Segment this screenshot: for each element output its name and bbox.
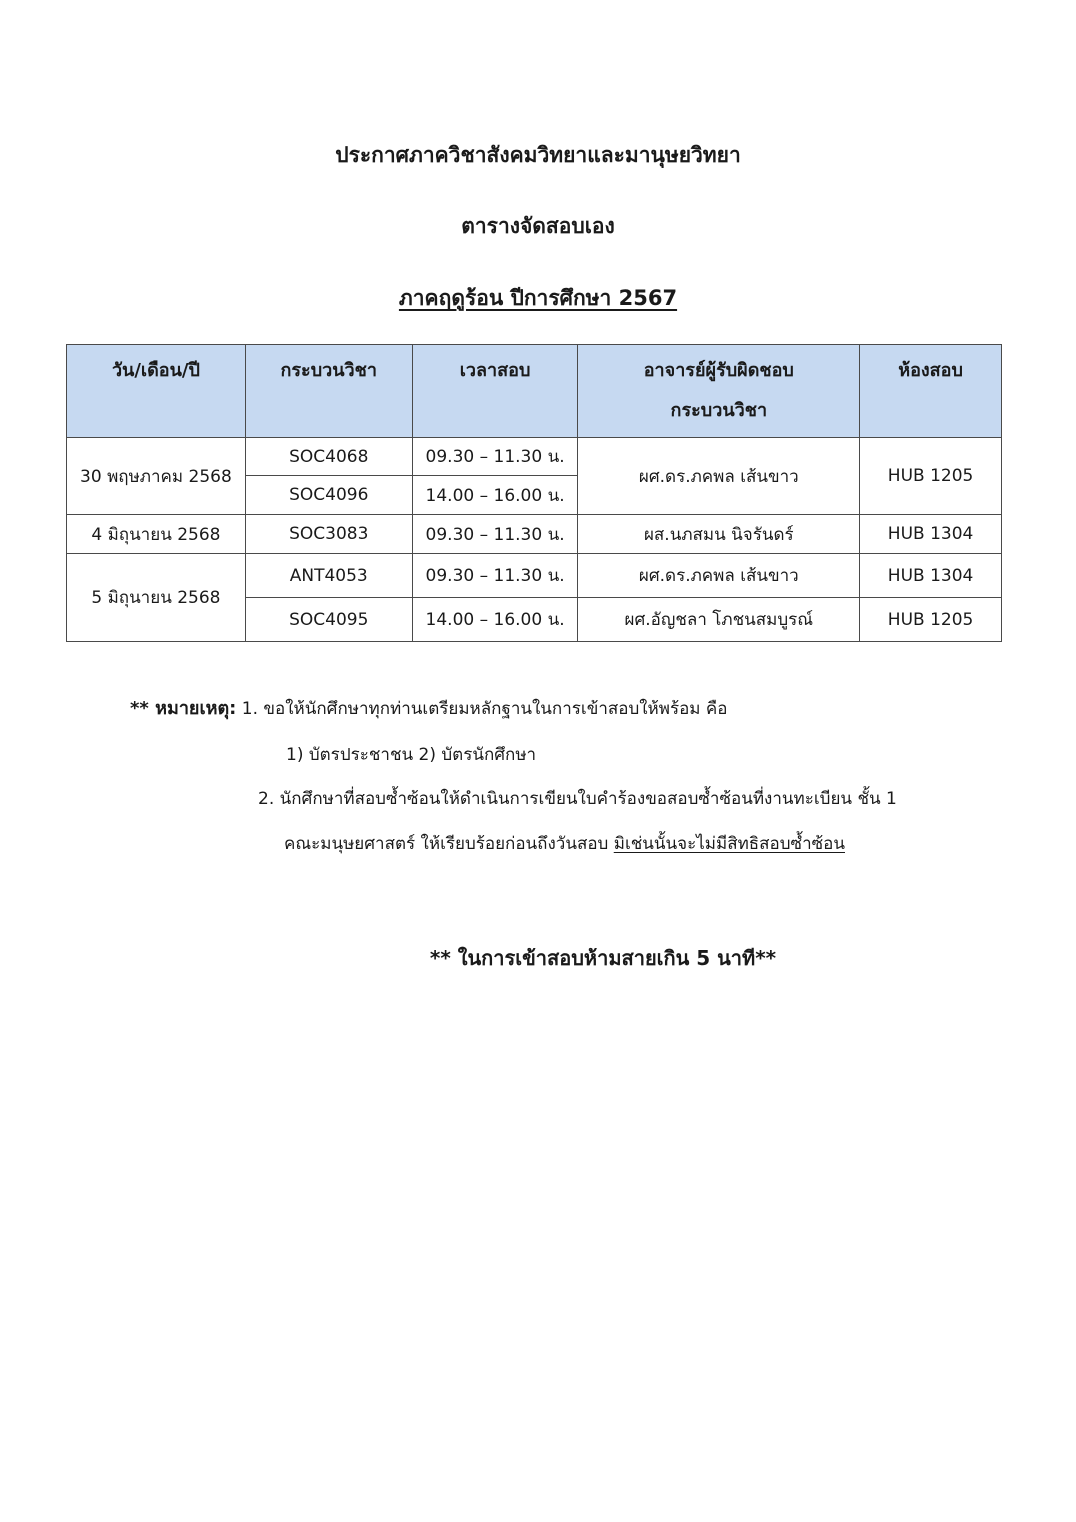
instructor-name: ผส.นภสมน นิจรันดร์ [578, 515, 860, 554]
col-header-instructor-line1: อาจารย์ผู้รับผิดชอบ [643, 360, 794, 381]
exam-schedule-table [66, 344, 1002, 642]
exam-room: HUB 1304 [860, 515, 1002, 554]
table-row [67, 554, 1002, 598]
exam-date: 4 มิถุนายน 2568 [67, 515, 246, 554]
note-label: ** หมายเหตุ: [130, 698, 237, 719]
exam-date: 30 พฤษภาคม 2568 [67, 438, 246, 515]
instructor-name: ผศ.อัญชลา โภชนสมบูรณ์ [578, 598, 860, 642]
table-row [67, 438, 1002, 476]
exam-time: 14.00 – 16.00 น. [412, 598, 578, 642]
col-header-date: วัน/เดือน/ปี [67, 345, 246, 438]
exam-time: 14.00 – 16.00 น. [412, 476, 578, 515]
col-header-instructor [578, 345, 860, 438]
col-header-room: ห้องสอบ [860, 345, 1002, 438]
exam-date: 5 มิถุนายน 2568 [67, 554, 246, 642]
instructor-name: ผศ.ดร.ภคพล เส้นขาว [578, 554, 860, 598]
note-item-2-cont [284, 832, 845, 856]
course-code: SOC4068 [245, 438, 412, 476]
exam-room: HUB 1205 [860, 438, 1002, 515]
col-header-time: เวลาสอบ [412, 345, 578, 438]
course-code: SOC4095 [245, 598, 412, 642]
exam-time: 09.30 – 11.30 น. [412, 438, 578, 476]
note-line-1 [130, 697, 727, 721]
col-header-course: กระบวนวิชา [245, 345, 412, 438]
note-item-2: 2. นักศึกษาที่สอบซ้ำซ้อนให้ดำเนินการเขียนใบคำร้องขอสอบซ้ำซ้อนที่งานทะเบียน ชั้น 1 [258, 789, 897, 809]
course-code: SOC3083 [245, 515, 412, 554]
semester-title: ภาคฤดูร้อน ปีการศึกษา 2567 [398, 286, 678, 310]
exam-time: 09.30 – 11.30 น. [412, 554, 578, 598]
note-warning: มิเช่นนั้นจะไม่มีสิทธิสอบซ้ำซ้อน [613, 834, 845, 854]
exam-room: HUB 1205 [860, 598, 1002, 642]
table-header-row [67, 345, 1002, 438]
schedule-title: ตารางจัดสอบเอง [461, 214, 615, 238]
col-header-instructor-line2: กระบวนวิชา [670, 400, 768, 421]
course-code: ANT4053 [245, 554, 412, 598]
note-item-1-sub: 1) บัตรประชาชน 2) บัตรนักศึกษา [286, 745, 537, 765]
late-warning: ** ในการเข้าสอบห้ามสายเกิน 5 นาที** [429, 946, 777, 970]
exam-room: HUB 1304 [860, 554, 1002, 598]
note-item-2-text: คณะมนุษยศาสตร์ ให้เรียบร้อยก่อนถึงวันสอบ [284, 834, 609, 854]
table-row [67, 515, 1002, 554]
course-code: SOC4096 [245, 476, 412, 515]
exam-time: 09.30 – 11.30 น. [412, 515, 578, 554]
announcement-title: ประกาศภาควิชาสังคมวิทยาและมานุษยวิทยา [335, 143, 741, 167]
note-item-1: 1. ขอให้นักศึกษาทุกท่านเตรียมหลักฐานในการเข้าสอบให้พร้อม คือ [241, 699, 728, 719]
instructor-name: ผศ.ดร.ภคพล เส้นขาว [578, 438, 860, 515]
